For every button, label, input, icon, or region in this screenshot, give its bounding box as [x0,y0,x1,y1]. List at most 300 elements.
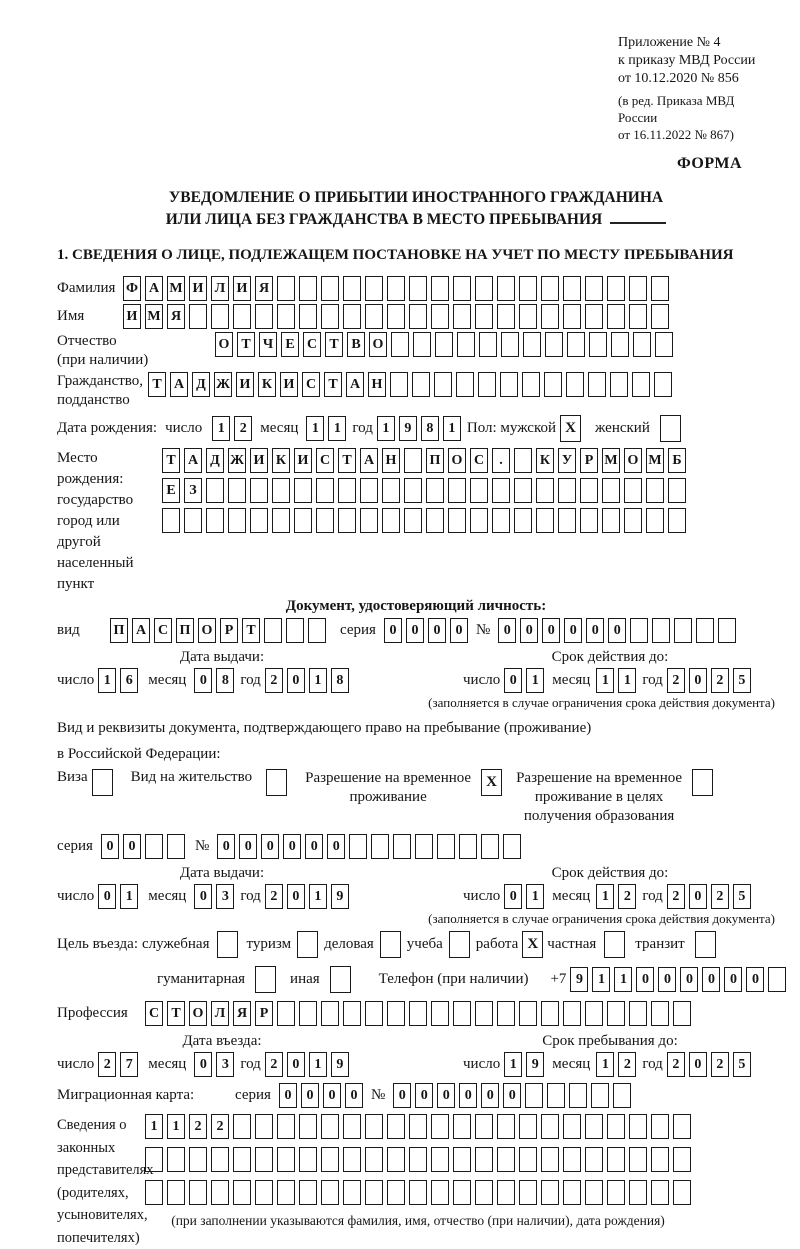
char-cell[interactable] [308,618,326,643]
char-cell[interactable] [426,478,444,503]
char-cell[interactable] [718,618,736,643]
char-cell[interactable] [431,1147,449,1172]
char-cell[interactable] [611,332,629,357]
char-cell[interactable] [365,1147,383,1172]
char-cell[interactable]: 0 [746,967,764,992]
char-cell[interactable] [522,372,540,397]
char-cell[interactable]: 1 [443,416,461,441]
char-cell[interactable] [431,1180,449,1205]
char-cell[interactable] [338,478,356,503]
char-cell[interactable] [585,304,603,329]
char-cell[interactable] [277,304,295,329]
char-cell[interactable] [602,508,620,533]
char-cell[interactable] [294,508,312,533]
char-cell[interactable] [566,372,584,397]
char-cell[interactable]: 0 [680,967,698,992]
char-cell[interactable] [360,508,378,533]
char-cell[interactable] [558,508,576,533]
char-cell[interactable]: 3 [216,1052,234,1077]
char-cell[interactable] [437,834,455,859]
char-cell[interactable]: К [272,448,290,473]
char-cell[interactable] [343,304,361,329]
char-cell[interactable]: 0 [428,618,446,643]
char-cell[interactable]: Т [324,372,342,397]
char-cell[interactable] [558,478,576,503]
char-cell[interactable]: А [132,618,150,643]
char-cell[interactable]: 1 [592,967,610,992]
char-cell[interactable]: И [250,448,268,473]
char-cell[interactable] [189,1180,207,1205]
char-cell[interactable] [514,508,532,533]
char-cell[interactable] [435,332,453,357]
char-cell[interactable]: О [369,332,387,357]
char-cell[interactable] [321,276,339,301]
char-cell[interactable]: 9 [331,884,349,909]
char-cell[interactable] [607,1001,625,1026]
char-cell[interactable] [563,1114,581,1139]
char-cell[interactable] [497,1147,515,1172]
char-cell[interactable]: 0 [498,618,516,643]
char-cell[interactable]: Т [148,372,166,397]
char-cell[interactable]: 7 [120,1052,138,1077]
char-cell[interactable] [365,276,383,301]
char-cell[interactable]: 0 [384,618,402,643]
char-cell[interactable] [607,1147,625,1172]
char-cell[interactable] [233,1180,251,1205]
char-cell[interactable] [563,276,581,301]
char-cell[interactable] [409,304,427,329]
char-cell[interactable] [519,1114,537,1139]
char-cell[interactable] [277,276,295,301]
char-cell[interactable]: 0 [636,967,654,992]
char-cell[interactable] [563,304,581,329]
char-cell[interactable]: 5 [733,1052,751,1077]
char-cell[interactable]: М [145,304,163,329]
char-cell[interactable] [277,1180,295,1205]
char-cell[interactable] [448,508,466,533]
char-cell[interactable]: Ч [259,332,277,357]
char-cell[interactable] [630,618,648,643]
char-cell[interactable] [184,508,202,533]
char-cell[interactable] [629,1147,647,1172]
char-cell[interactable]: Р [220,618,238,643]
char-cell[interactable] [519,1180,537,1205]
char-cell[interactable] [651,1147,669,1172]
char-cell[interactable] [475,1180,493,1205]
char-cell[interactable]: 0 [323,1083,341,1108]
char-cell[interactable] [250,478,268,503]
char-cell[interactable] [409,1114,427,1139]
char-cell[interactable] [264,618,282,643]
char-cell[interactable]: 0 [702,967,720,992]
char-cell[interactable] [453,1147,471,1172]
char-cell[interactable]: 8 [421,416,439,441]
char-cell[interactable] [652,618,670,643]
char-cell[interactable] [299,276,317,301]
char-cell[interactable]: 2 [618,1052,636,1077]
char-cell[interactable]: 0 [239,834,257,859]
char-cell[interactable]: Т [338,448,356,473]
char-cell[interactable] [299,304,317,329]
char-cell[interactable] [475,1114,493,1139]
char-cell[interactable] [514,478,532,503]
char-cell[interactable] [382,508,400,533]
char-cell[interactable] [563,1001,581,1026]
char-cell[interactable]: Т [167,1001,185,1026]
char-cell[interactable] [501,332,519,357]
char-cell[interactable]: О [215,332,233,357]
char-cell[interactable] [434,372,452,397]
char-cell[interactable] [321,304,339,329]
char-cell[interactable] [162,508,180,533]
char-cell[interactable]: Ж [228,448,246,473]
char-cell[interactable]: 1 [145,1114,163,1139]
char-cell[interactable]: Р [580,448,598,473]
char-cell[interactable] [404,448,422,473]
char-cell[interactable]: 0 [564,618,582,643]
char-cell[interactable]: О [189,1001,207,1026]
char-cell[interactable]: А [170,372,188,397]
char-cell[interactable] [277,1001,295,1026]
char-cell[interactable] [646,478,664,503]
char-cell[interactable]: И [189,276,207,301]
char-cell[interactable] [211,1147,229,1172]
char-cell[interactable] [391,332,409,357]
char-cell[interactable]: С [145,1001,163,1026]
char-cell[interactable]: 0 [279,1083,297,1108]
char-cell[interactable]: 0 [393,1083,411,1108]
char-cell[interactable]: Т [325,332,343,357]
char-cell[interactable]: 9 [526,1052,544,1077]
char-cell[interactable]: Е [281,332,299,357]
char-cell[interactable]: О [198,618,216,643]
char-cell[interactable]: 0 [283,834,301,859]
char-cell[interactable] [500,372,518,397]
char-cell[interactable]: 0 [345,1083,363,1108]
char-cell[interactable]: X [560,415,581,442]
char-cell[interactable]: С [302,372,320,397]
char-cell[interactable] [646,508,664,533]
char-cell[interactable] [390,372,408,397]
char-cell[interactable]: 2 [667,1052,685,1077]
char-cell[interactable]: У [558,448,576,473]
char-cell[interactable]: 0 [287,668,305,693]
char-cell[interactable] [412,372,430,397]
char-cell[interactable] [167,1147,185,1172]
char-cell[interactable]: 0 [194,668,212,693]
char-cell[interactable] [481,834,499,859]
char-cell[interactable] [255,1180,273,1205]
char-cell[interactable] [591,1083,609,1108]
char-cell[interactable] [167,1180,185,1205]
char-cell[interactable]: 0 [415,1083,433,1108]
char-cell[interactable] [457,332,475,357]
char-cell[interactable] [588,372,606,397]
char-cell[interactable]: 1 [596,884,614,909]
char-cell[interactable] [299,1114,317,1139]
char-cell[interactable] [380,931,401,958]
char-cell[interactable] [585,1114,603,1139]
char-cell[interactable]: 8 [331,668,349,693]
char-cell[interactable] [365,1114,383,1139]
char-cell[interactable]: 1 [596,1052,614,1077]
char-cell[interactable] [514,448,532,473]
char-cell[interactable] [541,1001,559,1026]
char-cell[interactable] [453,1114,471,1139]
char-cell[interactable]: Е [162,478,180,503]
char-cell[interactable]: 8 [216,668,234,693]
char-cell[interactable]: 0 [520,618,538,643]
char-cell[interactable] [632,372,650,397]
char-cell[interactable]: Ф [123,276,141,301]
char-cell[interactable]: 2 [265,1052,283,1077]
char-cell[interactable] [519,304,537,329]
char-cell[interactable] [475,276,493,301]
char-cell[interactable] [475,304,493,329]
char-cell[interactable] [668,478,686,503]
char-cell[interactable] [343,1114,361,1139]
char-cell[interactable]: Б [668,448,686,473]
char-cell[interactable]: 1 [328,416,346,441]
char-cell[interactable]: П [176,618,194,643]
char-cell[interactable] [453,1180,471,1205]
char-cell[interactable] [695,931,716,958]
char-cell[interactable] [607,1114,625,1139]
char-cell[interactable] [404,508,422,533]
char-cell[interactable] [233,1147,251,1172]
char-cell[interactable] [541,1147,559,1172]
char-cell[interactable] [602,478,620,503]
char-cell[interactable] [316,478,334,503]
char-cell[interactable] [453,304,471,329]
char-cell[interactable] [431,304,449,329]
char-cell[interactable] [343,1001,361,1026]
char-cell[interactable]: 0 [406,618,424,643]
char-cell[interactable] [431,276,449,301]
char-cell[interactable] [503,834,521,859]
char-cell[interactable] [651,1114,669,1139]
char-cell[interactable]: 0 [101,834,119,859]
char-cell[interactable] [580,478,598,503]
char-cell[interactable] [277,1147,295,1172]
char-cell[interactable]: М [167,276,185,301]
char-cell[interactable]: 0 [305,834,323,859]
char-cell[interactable] [541,304,559,329]
char-cell[interactable]: О [448,448,466,473]
char-cell[interactable] [349,834,367,859]
char-cell[interactable] [607,276,625,301]
char-cell[interactable] [660,415,681,442]
char-cell[interactable]: С [470,448,488,473]
char-cell[interactable]: М [602,448,620,473]
char-cell[interactable]: 2 [98,1052,116,1077]
char-cell[interactable] [651,276,669,301]
char-cell[interactable] [453,1001,471,1026]
char-cell[interactable] [145,1147,163,1172]
char-cell[interactable] [321,1114,339,1139]
char-cell[interactable] [607,304,625,329]
char-cell[interactable] [382,478,400,503]
char-cell[interactable] [393,834,411,859]
char-cell[interactable]: 0 [689,1052,707,1077]
char-cell[interactable] [321,1147,339,1172]
char-cell[interactable] [387,1147,405,1172]
char-cell[interactable] [585,1001,603,1026]
char-cell[interactable]: 1 [167,1114,185,1139]
char-cell[interactable] [544,372,562,397]
char-cell[interactable]: 1 [377,416,395,441]
char-cell[interactable]: 5 [733,884,751,909]
char-cell[interactable] [330,966,351,993]
char-cell[interactable] [589,332,607,357]
char-cell[interactable] [607,1180,625,1205]
char-cell[interactable]: Ж [214,372,232,397]
char-cell[interactable] [228,478,246,503]
char-cell[interactable] [272,478,290,503]
char-cell[interactable]: Л [211,1001,229,1026]
char-cell[interactable]: 2 [189,1114,207,1139]
char-cell[interactable] [426,508,444,533]
char-cell[interactable] [523,332,541,357]
char-cell[interactable]: 0 [689,668,707,693]
char-cell[interactable]: 0 [504,668,522,693]
char-cell[interactable]: 2 [667,884,685,909]
char-cell[interactable]: 2 [711,1052,729,1077]
char-cell[interactable] [409,1180,427,1205]
char-cell[interactable] [321,1001,339,1026]
char-cell[interactable]: 0 [689,884,707,909]
char-cell[interactable] [497,1180,515,1205]
char-cell[interactable] [448,478,466,503]
char-cell[interactable]: А [346,372,364,397]
char-cell[interactable]: П [110,618,128,643]
char-cell[interactable] [567,332,585,357]
char-cell[interactable]: 1 [596,668,614,693]
char-cell[interactable] [211,304,229,329]
char-cell[interactable] [189,1147,207,1172]
char-cell[interactable]: 1 [309,884,327,909]
char-cell[interactable]: С [154,618,172,643]
char-cell[interactable] [409,1147,427,1172]
char-cell[interactable]: 2 [667,668,685,693]
char-cell[interactable] [696,618,714,643]
char-cell[interactable] [294,478,312,503]
char-cell[interactable] [233,1114,251,1139]
char-cell[interactable] [673,1001,691,1026]
char-cell[interactable]: 1 [306,416,324,441]
char-cell[interactable] [167,834,185,859]
char-cell[interactable] [585,276,603,301]
char-cell[interactable] [255,304,273,329]
char-cell[interactable] [404,478,422,503]
char-cell[interactable] [519,276,537,301]
char-cell[interactable] [299,1147,317,1172]
char-cell[interactable]: 1 [526,668,544,693]
char-cell[interactable] [456,372,474,397]
char-cell[interactable] [624,508,642,533]
char-cell[interactable]: И [294,448,312,473]
char-cell[interactable] [206,478,224,503]
char-cell[interactable]: И [123,304,141,329]
char-cell[interactable] [413,332,431,357]
char-cell[interactable]: . [492,448,510,473]
char-cell[interactable]: 9 [570,967,588,992]
char-cell[interactable] [478,372,496,397]
char-cell[interactable] [536,478,554,503]
char-cell[interactable] [673,1180,691,1205]
char-cell[interactable]: Т [237,332,255,357]
char-cell[interactable] [541,276,559,301]
char-cell[interactable] [387,1114,405,1139]
char-cell[interactable] [673,1114,691,1139]
char-cell[interactable] [585,1180,603,1205]
char-cell[interactable]: С [303,332,321,357]
char-cell[interactable] [145,834,163,859]
char-cell[interactable] [651,1001,669,1026]
char-cell[interactable]: 6 [120,668,138,693]
char-cell[interactable]: Л [211,276,229,301]
char-cell[interactable] [651,304,669,329]
char-cell[interactable] [519,1147,537,1172]
char-cell[interactable] [371,834,389,859]
char-cell[interactable]: Р [255,1001,273,1026]
char-cell[interactable]: П [426,448,444,473]
char-cell[interactable] [409,1001,427,1026]
char-cell[interactable] [297,931,318,958]
char-cell[interactable]: 0 [586,618,604,643]
char-cell[interactable]: 1 [618,668,636,693]
char-cell[interactable] [541,1114,559,1139]
char-cell[interactable] [365,1001,383,1026]
char-cell[interactable] [536,508,554,533]
char-cell[interactable] [299,1180,317,1205]
char-cell[interactable]: 5 [733,668,751,693]
char-cell[interactable]: 1 [614,967,632,992]
char-cell[interactable]: 0 [504,884,522,909]
char-cell[interactable] [629,304,647,329]
char-cell[interactable]: Я [167,304,185,329]
char-cell[interactable] [673,1147,691,1172]
char-cell[interactable] [497,1114,515,1139]
char-cell[interactable]: 0 [194,884,212,909]
char-cell[interactable]: 0 [194,1052,212,1077]
char-cell[interactable] [387,1180,405,1205]
char-cell[interactable] [343,276,361,301]
char-cell[interactable]: 0 [437,1083,455,1108]
char-cell[interactable] [651,1180,669,1205]
char-cell[interactable]: 0 [98,884,116,909]
char-cell[interactable]: 1 [212,416,230,441]
char-cell[interactable]: К [536,448,554,473]
char-cell[interactable] [316,508,334,533]
char-cell[interactable] [453,276,471,301]
char-cell[interactable] [233,304,251,329]
char-cell[interactable]: Д [192,372,210,397]
char-cell[interactable]: 1 [120,884,138,909]
char-cell[interactable] [585,1147,603,1172]
char-cell[interactable] [277,1114,295,1139]
char-cell[interactable]: 0 [724,967,742,992]
char-cell[interactable]: Д [206,448,224,473]
char-cell[interactable] [459,834,477,859]
char-cell[interactable]: 1 [309,668,327,693]
char-cell[interactable]: 0 [327,834,345,859]
char-cell[interactable]: 2 [265,884,283,909]
char-cell[interactable] [563,1180,581,1205]
char-cell[interactable] [563,1147,581,1172]
char-cell[interactable] [266,769,287,796]
char-cell[interactable] [547,1083,565,1108]
